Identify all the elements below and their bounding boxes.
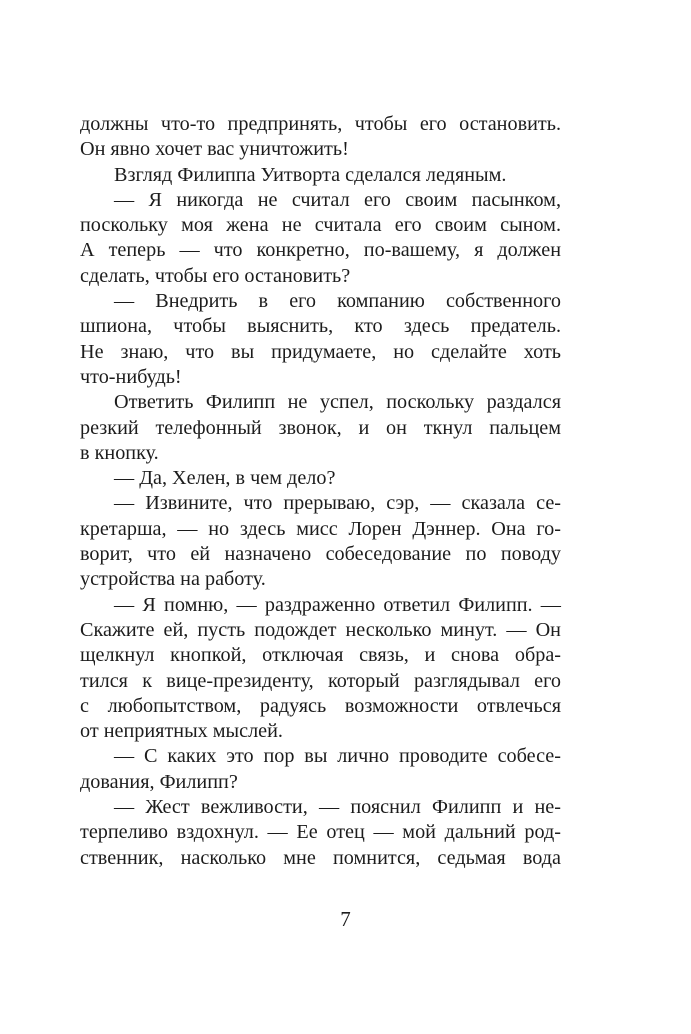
text-line: шпиона, чтобы выяснить, кто здесь предатель. xyxy=(80,315,561,338)
page-number: 7 xyxy=(340,907,351,931)
text-line: поскольку моя жена не считала его своим сыном. xyxy=(80,214,561,237)
text-line: что-нибудь! xyxy=(80,365,182,388)
text-line: щелкнул кнопкой, отключая связь, и снова обра- xyxy=(80,644,561,667)
text-line: устройства на работу. xyxy=(80,568,266,591)
text-line: — Да, Хелен, в чем дело? xyxy=(114,467,336,490)
text-line: ственник, насколько мне помнится, седьмая вода xyxy=(80,846,561,869)
text-line: ворит, что ей назначено собеседование по поводу xyxy=(80,543,561,566)
text-line: Ответить Филипп не успел, поскольку раздался xyxy=(114,391,561,414)
text-line: с любопытством, радуясь возможности отвлечься xyxy=(80,694,561,717)
text-line: — Жест вежливости, — пояснил Филипп и не- xyxy=(114,796,561,819)
text-line: тился к вице-президенту, который разглядывал его xyxy=(80,669,561,692)
text-line: — С каких это пор вы лично проводите собесе- xyxy=(114,745,561,768)
text-line: от неприятных мыслей. xyxy=(80,720,283,743)
text-line: А теперь — что конкретно, по-вашему, я должен xyxy=(80,239,561,262)
text-line: — Внедрить в его компанию собственного xyxy=(114,290,561,313)
text-line: Не знаю, что вы придумаете, но сделайте хоть xyxy=(80,340,561,363)
text-line: должны что-то предпринять, чтобы его остановить. xyxy=(80,113,561,135)
text-line: дования, Филипп? xyxy=(80,770,238,793)
text-line: сделать, чтобы его остановить? xyxy=(80,264,351,287)
body-text xyxy=(80,112,561,871)
text-line: Взгляд Филиппа Уитворта сделался ледяным. xyxy=(114,163,507,186)
text-line: терпеливо вздохнул. — Ее отец — мой дальний род- xyxy=(80,821,561,844)
text-line: кретарша, — но здесь мисс Лорен Дэннер. Она го- xyxy=(80,517,561,540)
text-line: — Я помню, — раздраженно ответил Филипп. — xyxy=(114,593,561,616)
text-line: Он явно хочет вас уничтожить! xyxy=(80,138,349,161)
text-line: в кнопку. xyxy=(80,441,159,464)
text-line: — Извините, что прерываю, сэр, — сказала се- xyxy=(114,492,561,515)
text-line: резкий телефонный звонок, и он ткнул пальцем xyxy=(80,416,561,439)
text-line: — Я никогда не считал его своим пасынком, xyxy=(114,188,561,211)
text-line: Скажите ей, пусть подождет несколько минут. — Он xyxy=(80,618,561,641)
